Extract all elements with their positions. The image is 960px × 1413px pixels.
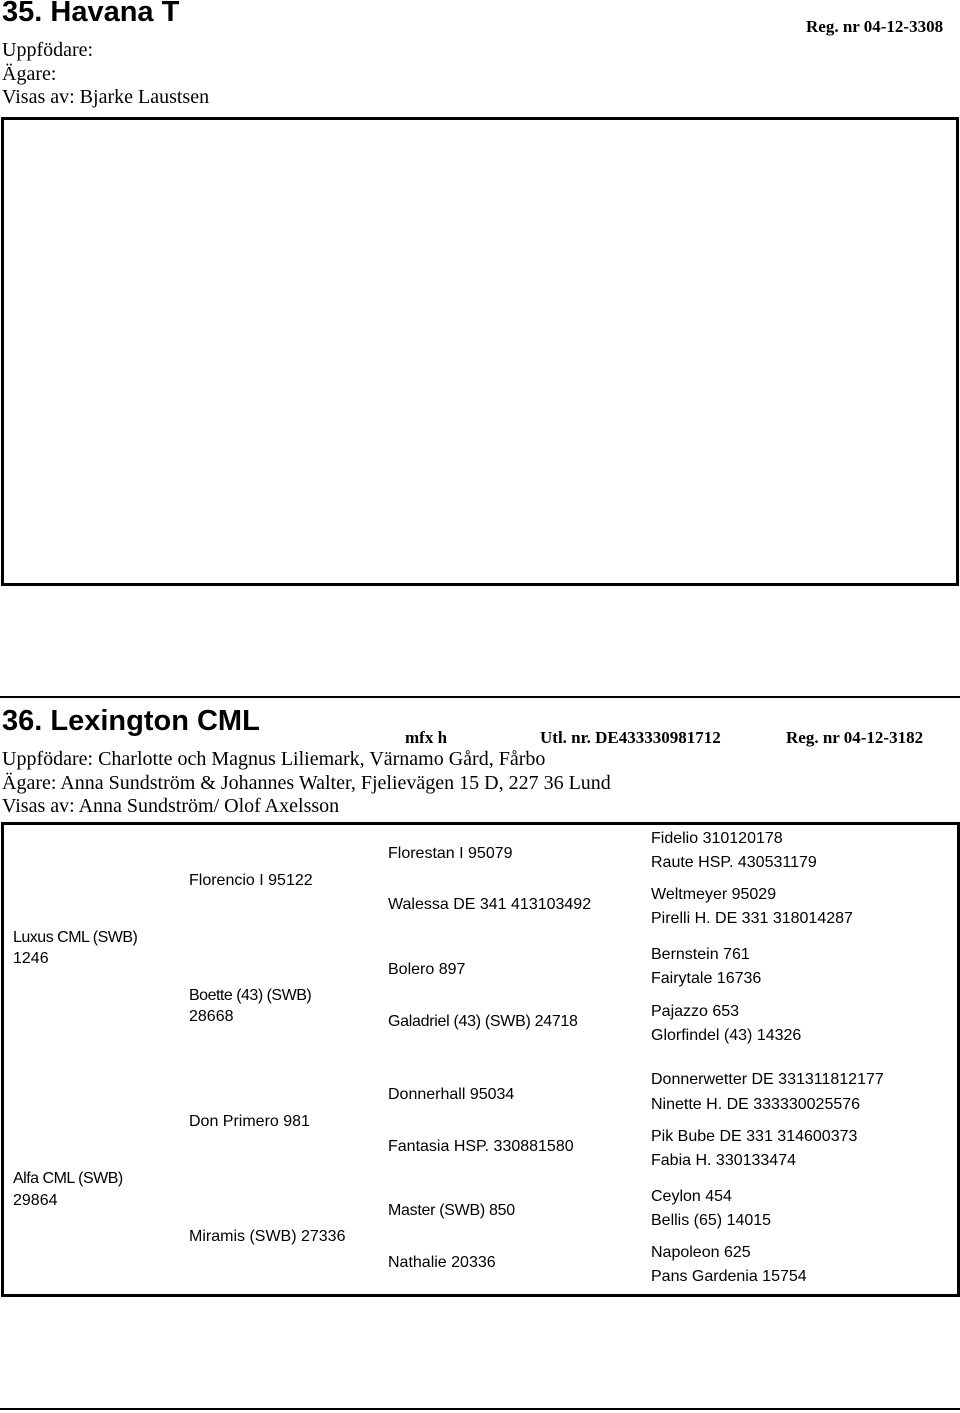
- entry-35-owner: Ägare:: [2, 63, 57, 85]
- pedigree-g4-6: Fairytale 16736: [651, 970, 762, 987]
- pedigree-sss: Florestan I 95079: [388, 845, 513, 862]
- pedigree-sire-reg: 1246: [13, 950, 49, 967]
- pedigree-g4-1: Fidelio 310120178: [651, 830, 783, 847]
- pedigree-ds: Don Primero 981: [189, 1113, 310, 1130]
- pedigree-dam-reg: 29864: [13, 1192, 58, 1209]
- entry-36-shown-by: Visas av: Anna Sundström/ Olof Axelsson: [2, 795, 340, 817]
- entry-35-shown-by: Visas av: Bjarke Laustsen: [2, 86, 210, 108]
- bottom-separator-line: [0, 1408, 960, 1410]
- pedigree-g4-16: Pans Gardenia 15754: [651, 1268, 807, 1285]
- pedigree-g4-13: Ceylon 454: [651, 1188, 732, 1205]
- entry-36-reg: Reg. nr 04-12-3182: [786, 728, 924, 747]
- pedigree-g4-15: Napoleon 625: [651, 1244, 751, 1261]
- pedigree-g4-3: Weltmeyer 95029: [651, 886, 777, 903]
- pedigree-sdd: Galadriel (43) (SWB) 24718: [388, 1013, 578, 1030]
- pedigree-g4-12: Fabia H. 330133474: [651, 1152, 796, 1169]
- pedigree-dsd: Fantasia HSP. 330881580: [388, 1138, 574, 1155]
- entry-35-title: 35. Havana T: [2, 0, 180, 28]
- pedigree-g4-9: Donnerwetter DE 331311812177: [651, 1071, 884, 1088]
- pedigree-table: [1, 822, 960, 1297]
- pedigree-g4-7: Pajazzo 653: [651, 1003, 740, 1020]
- entry-36-sex: mfx h: [405, 728, 448, 747]
- pedigree-ss: Florencio I 95122: [189, 872, 313, 889]
- pedigree-ddd: Nathalie 20336: [388, 1254, 496, 1271]
- separator-line: [0, 696, 960, 698]
- pedigree-dam-name: Alfa CML (SWB): [13, 1170, 123, 1187]
- pedigree-g4-14: Bellis (65) 14015: [651, 1212, 772, 1229]
- pedigree-g4-8: Glorfindel (43) 14326: [651, 1027, 802, 1044]
- pedigree-g4-10: Ninette H. DE 333330025576: [651, 1096, 861, 1113]
- pedigree-dss: Donnerhall 95034: [388, 1086, 515, 1103]
- entry-36-utl-nr: Utl. nr. DE433330981712: [540, 728, 721, 747]
- pedigree-sire-name: Luxus CML (SWB): [13, 929, 138, 946]
- entry-36-owner: Ägare: Anna Sundström & Johannes Walter, Fjelievägen 15 D, 227 36 Lund: [2, 772, 611, 794]
- pedigree-g4-11: Pik Bube DE 331 314600373: [651, 1128, 858, 1145]
- entry-36-title: 36. Lexington CML: [2, 705, 260, 737]
- pedigree-g4-2: Raute HSP. 430531179: [651, 854, 817, 871]
- photo-box: [1, 117, 959, 586]
- pedigree-dds: Master (SWB) 850: [388, 1202, 515, 1219]
- entry-35-breeder: Uppfödare:: [2, 39, 94, 61]
- entry-36-breeder: Uppfödare: Charlotte och Magnus Liliemark, Värnamo Gård, Fårbo: [2, 748, 546, 770]
- entry-35-reg: Reg. nr 04-12-3308: [806, 17, 944, 36]
- pedigree-ssd: Walessa DE 341 413103492: [388, 896, 592, 913]
- pedigree-g4-4: Pirelli H. DE 331 318014287: [651, 910, 853, 927]
- pedigree-sds: Bolero 897: [388, 961, 466, 978]
- pedigree-sd-name: Boette (43) (SWB): [189, 987, 312, 1004]
- pedigree-g4-5: Bernstein 761: [651, 946, 750, 963]
- pedigree-dd: Miramis (SWB) 27336: [189, 1228, 346, 1245]
- pedigree-sd-reg: 28668: [189, 1008, 234, 1025]
